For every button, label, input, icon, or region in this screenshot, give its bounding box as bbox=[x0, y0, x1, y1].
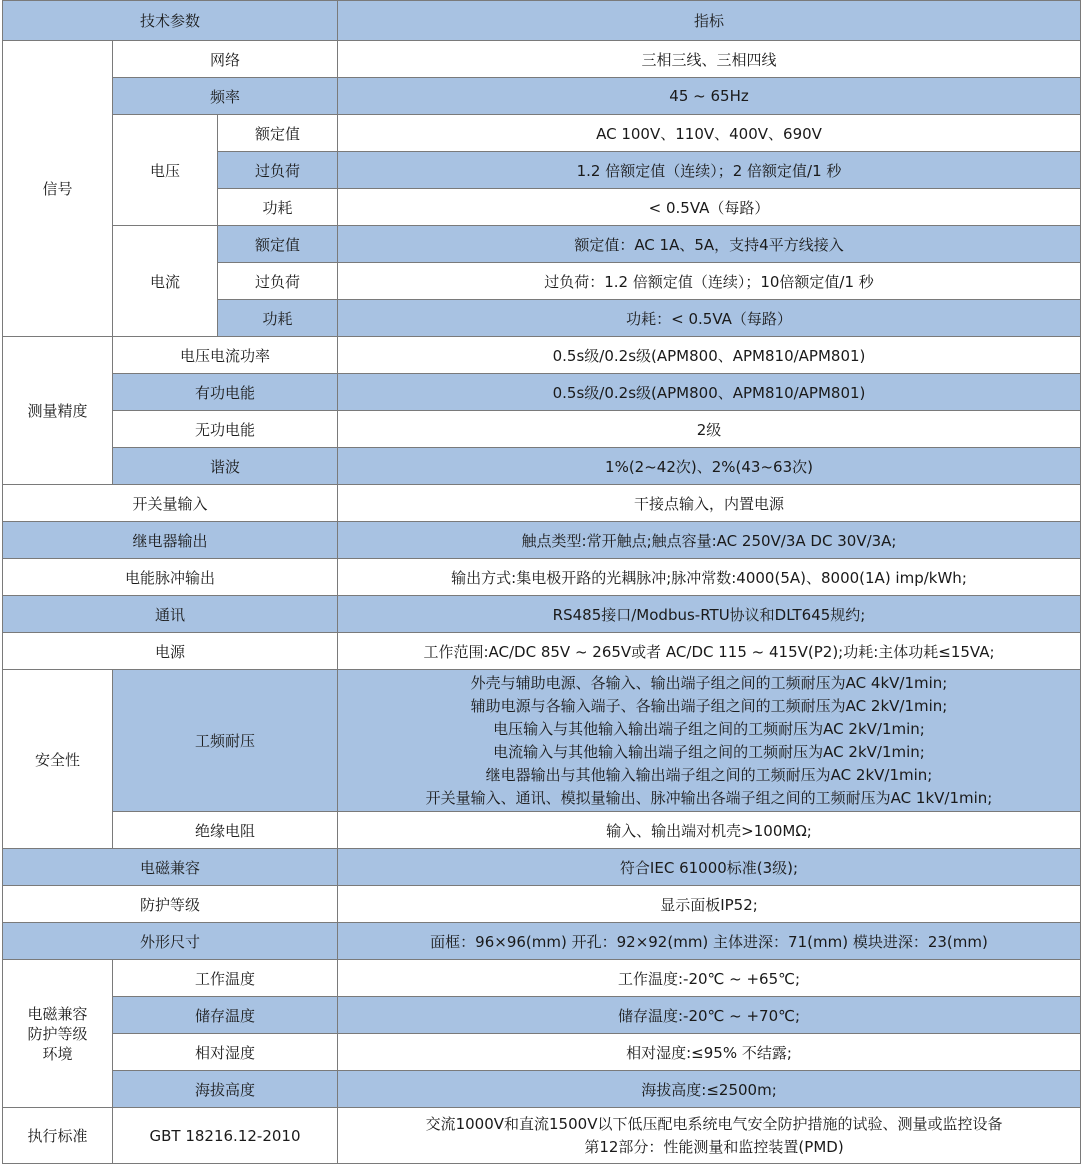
withstand-line: 电压输入与其他输入输出端子组之间的工频耐压为AC 2kV/1min; bbox=[493, 719, 925, 738]
insulation-value: 输入、输出端对机壳>100MΩ; bbox=[338, 812, 1081, 849]
table-row bbox=[3, 960, 1081, 997]
frequency-value: 45 ~ 65Hz bbox=[338, 78, 1081, 115]
safety-label: 安全性 bbox=[3, 670, 113, 849]
current-rated-name: 额定值 bbox=[218, 226, 338, 263]
accuracy-name: 无功电能 bbox=[113, 411, 338, 448]
current-rated-value: 额定值：AC 1A、5A，支持4平方线接入 bbox=[338, 226, 1081, 263]
standard-line: 交流1000V和直流1500V以下低压配电系统电气安全防护措施的试验、测量或监控设备 bbox=[425, 1114, 1003, 1133]
frequency-name: 频率 bbox=[113, 78, 338, 115]
signal-label: 信号 bbox=[3, 41, 113, 337]
relay-output-name: 继电器输出 bbox=[3, 522, 338, 559]
table-row bbox=[3, 997, 1081, 1034]
spec-table bbox=[2, 0, 1081, 1164]
table-row bbox=[3, 923, 1081, 960]
table-row bbox=[3, 41, 1081, 78]
withstand-line: 开关量输入、通讯、模拟量输出、脉冲输出各端子组之间的工频耐压为AC 1kV/1min; bbox=[425, 788, 993, 807]
network-name: 网络 bbox=[113, 41, 338, 78]
table-row bbox=[3, 1071, 1081, 1108]
pulse-output-value: 输出方式:集电极开路的光耦脉冲;脉冲常数:4000(5A)、8000(1A) imp/kWh; bbox=[338, 559, 1081, 596]
accuracy-name: 电压电流功率 bbox=[113, 337, 338, 374]
standard-description bbox=[338, 1108, 1081, 1164]
withstand-line: 外壳与辅助电源、各输入、输出端子组之间的工频耐压为AC 4kV/1min; bbox=[470, 673, 948, 692]
standard-line: 第12部分：性能测量和监控装置(PMD) bbox=[584, 1137, 844, 1156]
standard-code: GBT 18216.12-2010 bbox=[113, 1108, 338, 1164]
dimensions-value: 面框：96×96(mm) 开孔：92×92(mm) 主体进深：71(mm) 模块进深：23(mm) bbox=[338, 923, 1081, 960]
emc-name: 电磁兼容 bbox=[3, 849, 338, 886]
environment-label bbox=[3, 960, 113, 1108]
environment-name: 海拔高度 bbox=[113, 1071, 338, 1108]
table-row bbox=[3, 633, 1081, 670]
withstand-value bbox=[338, 670, 1081, 812]
table-row bbox=[3, 670, 1081, 812]
power-supply-value: 工作范围:AC/DC 85V ~ 265V或者 AC/DC 115 ~ 415V(P2);功耗:主体功耗≤15VA; bbox=[338, 633, 1081, 670]
voltage-overload-name: 过负荷 bbox=[218, 152, 338, 189]
environment-value: 储存温度:-20℃ ~ +70℃; bbox=[338, 997, 1081, 1034]
table-row bbox=[3, 886, 1081, 923]
table-row bbox=[3, 849, 1081, 886]
table-row bbox=[3, 1034, 1081, 1071]
current-overload-value: 过负荷：1.2 倍额定值（连续）；10倍额定值/1 秒 bbox=[338, 263, 1081, 300]
protection-name: 防护等级 bbox=[3, 886, 338, 923]
standard-label: 执行标准 bbox=[3, 1108, 113, 1164]
table-row bbox=[3, 522, 1081, 559]
withstand-line: 辅助电源与各输入端子、各输出端子组之间的工频耐压为AC 2kV/1min; bbox=[470, 696, 948, 715]
network-value: 三相三线、三相四线 bbox=[338, 41, 1081, 78]
environment-value: 相对湿度:≤95% 不结露; bbox=[338, 1034, 1081, 1071]
table-row bbox=[3, 596, 1081, 633]
voltage-rated-name: 额定值 bbox=[218, 115, 338, 152]
dimensions-name: 外形尺寸 bbox=[3, 923, 338, 960]
environment-label-line: 环境 bbox=[42, 1044, 73, 1063]
table-row bbox=[3, 559, 1081, 596]
switch-input-name: 开关量输入 bbox=[3, 485, 338, 522]
table-row bbox=[3, 485, 1081, 522]
table-row bbox=[3, 226, 1081, 263]
current-overload-name: 过负荷 bbox=[218, 263, 338, 300]
table-row bbox=[3, 115, 1081, 152]
accuracy-label: 测量精度 bbox=[3, 337, 113, 485]
environment-label-line: 电磁兼容 bbox=[27, 1004, 88, 1023]
environment-value: 工作温度:-20℃ ~ +65℃; bbox=[338, 960, 1081, 997]
insulation-name: 绝缘电阻 bbox=[113, 812, 338, 849]
comm-value: RS485接口/Modbus-RTU协议和DLT645规约; bbox=[338, 596, 1081, 633]
withstand-line: 继电器输出与其他输入输出端子组之间的工频耐压为AC 2kV/1min; bbox=[485, 765, 933, 784]
table-row bbox=[3, 448, 1081, 485]
accuracy-value: 0.5s级/0.2s级(APM800、APM810/APM801) bbox=[338, 374, 1081, 411]
table-row bbox=[3, 374, 1081, 411]
header-param: 技术参数 bbox=[3, 1, 338, 41]
environment-name: 相对湿度 bbox=[113, 1034, 338, 1071]
environment-label-line: 防护等级 bbox=[27, 1024, 88, 1043]
current-power-name: 功耗 bbox=[218, 300, 338, 337]
table-row bbox=[3, 337, 1081, 374]
header-value: 指标 bbox=[338, 1, 1081, 41]
voltage-power-name: 功耗 bbox=[218, 189, 338, 226]
accuracy-name: 有功电能 bbox=[113, 374, 338, 411]
emc-value: 符合IEC 61000标准(3级); bbox=[338, 849, 1081, 886]
pulse-output-name: 电能脉冲输出 bbox=[3, 559, 338, 596]
voltage-overload-value: 1.2 倍额定值（连续）；2 倍额定值/1 秒 bbox=[338, 152, 1081, 189]
switch-input-value: 干接点输入，内置电源 bbox=[338, 485, 1081, 522]
accuracy-value: 1%(2~42次)、2%(43~63次) bbox=[338, 448, 1081, 485]
voltage-rated-value: AC 100V、110V、400V、690V bbox=[338, 115, 1081, 152]
withstand-name: 工频耐压 bbox=[113, 670, 338, 812]
voltage-label: 电压 bbox=[113, 115, 218, 226]
header-row bbox=[3, 1, 1081, 41]
power-supply-name: 电源 bbox=[3, 633, 338, 670]
environment-name: 储存温度 bbox=[113, 997, 338, 1034]
table-row bbox=[3, 78, 1081, 115]
table-row bbox=[3, 812, 1081, 849]
comm-name: 通讯 bbox=[3, 596, 338, 633]
relay-output-value: 触点类型:常开触点;触点容量:AC 250V/3A DC 30V/3A; bbox=[338, 522, 1081, 559]
accuracy-name: 谐波 bbox=[113, 448, 338, 485]
table-row bbox=[3, 411, 1081, 448]
voltage-power-value: < 0.5VA（每路） bbox=[338, 189, 1081, 226]
current-power-value: 功耗：< 0.5VA（每路） bbox=[338, 300, 1081, 337]
withstand-line: 电流输入与其他输入输出端子组之间的工频耐压为AC 2kV/1min; bbox=[493, 742, 925, 761]
environment-value: 海拔高度:≤2500m; bbox=[338, 1071, 1081, 1108]
environment-name: 工作温度 bbox=[113, 960, 338, 997]
accuracy-value: 0.5s级/0.2s级(APM800、APM810/APM801) bbox=[338, 337, 1081, 374]
protection-value: 显示面板IP52; bbox=[338, 886, 1081, 923]
current-label: 电流 bbox=[113, 226, 218, 337]
accuracy-value: 2级 bbox=[338, 411, 1081, 448]
table-row bbox=[3, 1108, 1081, 1164]
